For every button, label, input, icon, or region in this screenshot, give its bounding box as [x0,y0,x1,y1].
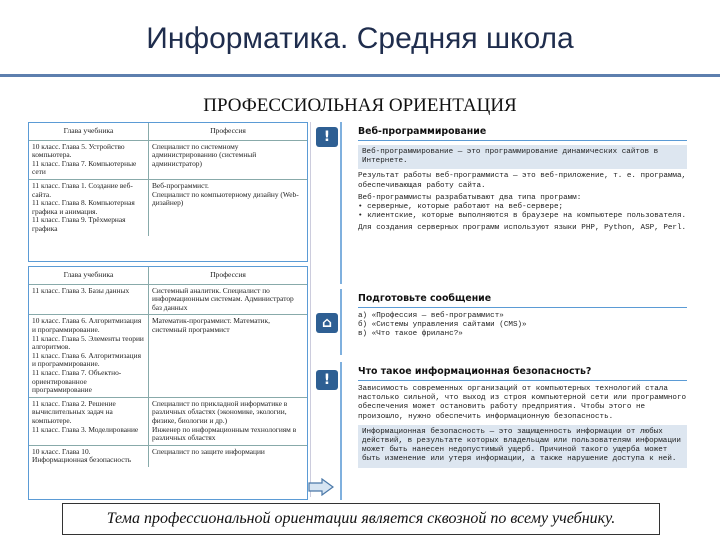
footer-caption: Тема профессиональной ориентации является сквозной по всему учебнику. [62,503,660,535]
list-item: а) «Профессия — веб-программист» [358,312,504,320]
cell-chapter: 11 класс. Глава 2. Решение вычислительных задач на компьютере. 11 класс. Глава 3. Моделирование [29,398,149,445]
list-item: б) «Системы управления сайтами (CMS)» [358,321,527,330]
exclamation-icon: ! [316,127,338,147]
cell-profession: Специалист по прикладной информатике в различных областях (экономике, экологии, физике, биологии и др.) Инженер по информационным технологиям в различных областях [152,398,297,443]
table-row [29,315,307,397]
header-chapter: Глава учебника [29,123,149,140]
profession-table-2 [28,266,308,500]
list-item: в) «Что такое фриланс?» [358,330,463,339]
panel-accent-line [340,122,342,284]
slide-subtitle: ПРОФЕССИОЛЬНАЯ ОРИЕНТАЦИЯ [203,95,517,116]
panel-information-security [346,362,693,500]
panel-title: Что такое информационная безопасность? [358,366,592,377]
table-row [29,180,307,236]
header-profession: Профессия [210,126,246,135]
panel-prepare-message [346,289,693,355]
cell-profession: Специалист по системному администрированию (системный администратор) [152,141,257,168]
bullet-item: • клиентские, которые выполняются в браузере на компьютере пользователя. [358,212,687,221]
profession-table-1 [28,122,308,262]
definition: Информационная безопасность — это защищенность информации от любых действий, в результате которых владельцам или пользователям информации может быть нанесен недопустимый ущерб. Причиной такого ущерба может быть изменение или утеря информации, а также нарушение доступа к ней. [358,425,687,468]
table-header [29,267,307,285]
cell-profession: Системный аналитик. Специалист по информационным системам. Администратор баз данных [152,285,294,312]
cell-profession: Специалист по защите информации [152,446,265,456]
panel-accent-line [340,289,342,355]
panel-body [358,380,687,468]
exclamation-icon: ! [316,370,338,390]
table-row [29,141,307,180]
title-rule [0,74,720,77]
cell-profession: Математик-программист. Математик, системный программист [152,316,270,334]
slide-title: Информатика. Средняя школа [146,22,574,55]
table-row [29,446,307,467]
panel-title: Веб-программирование [358,126,487,137]
panel-body [358,140,687,234]
bullet-item: • серверные, которые работают на веб-сервере; [358,203,564,212]
paragraph: Для создания серверных программ используют языки PHP, Python, ASP, Perl. [358,224,687,233]
cell-chapter: 10 класс. Глава 5. Устройство компьютера. 11 класс. Глава 7. Компьютерные сети [29,141,149,179]
cell-profession: Веб-программист. Специалист по компьютерному дизайну (Web-дизайнер) [152,180,299,208]
table-header [29,123,307,141]
definition: Веб-программирование — это программирование динамических сайтов в Интернете. [358,145,687,169]
panel-title: Подготовьте сообщение [358,293,492,304]
paragraph: Веб-программисты разрабатывают два типа программ: [358,193,582,202]
panel-web-programming [346,122,693,284]
paragraph: Зависимость современных организаций от компьютерных технологий стала настолько сильной, что выход из строя компьютерной сети или программного обеспечения может остановить работу предприятия. Чтобы этого не произошло, нужно обеспечить информационную безопасность. [358,385,687,421]
cell-chapter: 10 класс. Глава 10. Информационная безопасность [29,446,149,467]
cell-chapter: 11 класс. Глава 1. Создание веб-сайта. 11 класс. Глава 8. Компьютерная графика и анимация. 11 класс. Глава 9. Трёхмерная графика [29,180,149,236]
arrow-right-icon [308,478,334,496]
panel-accent-line [340,362,342,500]
header-chapter: Глава учебника [29,267,149,284]
cell-chapter: 11 класс. Глава 3. Базы данных [29,285,149,315]
cell-chapter: 10 класс. Глава 6. Алгоритмизация и программирование. 11 класс. Глава 5. Элементы теории алгоритмов. 11 класс. Глава 6. Алгоритмизация и программирование. 11 класс. Глава 7. Объектно-ориентированное программирование [29,315,149,396]
paragraph: Результат работы веб-программиста — это веб-приложение, т. е. программа, обеспечивающая работу сайта. [358,172,687,190]
table-row [29,285,307,316]
home-icon: ⌂ [316,313,338,333]
header-profession: Профессия [210,270,246,279]
divider [310,122,311,497]
panel-body [358,307,687,340]
table-row [29,398,307,446]
